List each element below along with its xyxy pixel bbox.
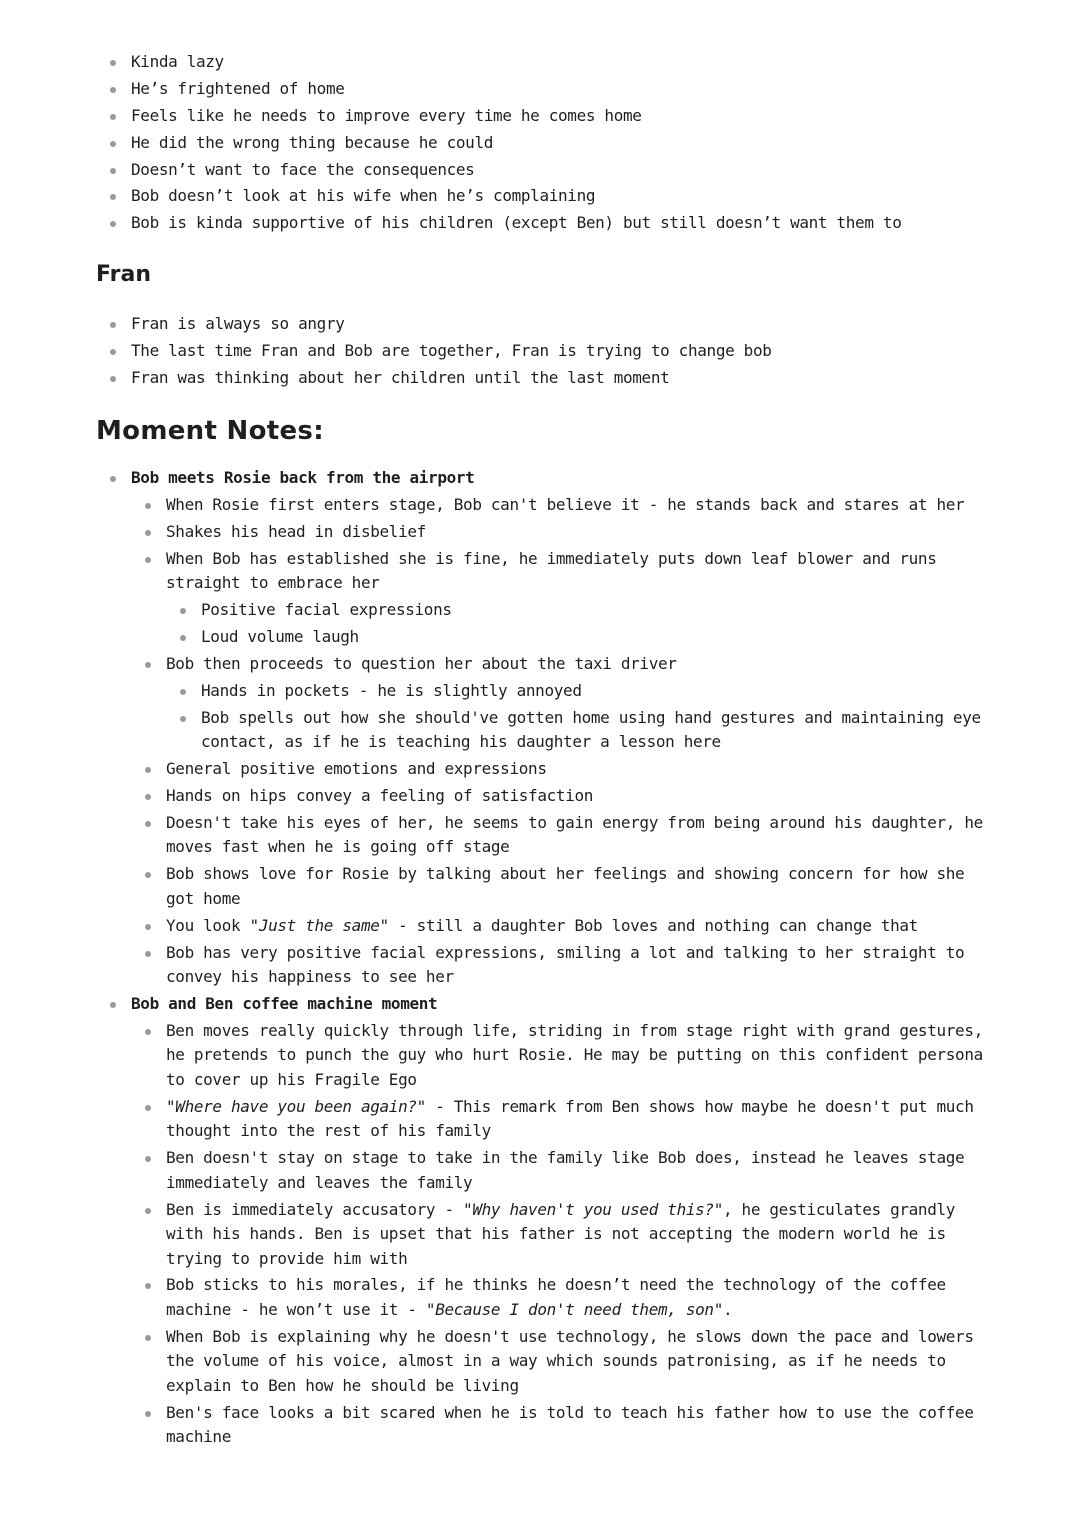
ben-notes-list [131, 1019, 996, 1450]
list-item: Bob has very positive facial expressions, smiling a lot and talking to her straight to convey his happiness to see her [131, 941, 996, 990]
list-item: Ben moves really quickly through life, striding in from stage right with grand gestures, he pretends to punch the guy who hurt Rosie. He may be putting on this confident persona to cover up his Fragile Ego [131, 1019, 996, 1093]
list-item: Bob is kinda supportive of his children (except Ben) but still doesn’t want them to [96, 211, 996, 236]
text-segment: You look [166, 915, 250, 935]
list-item: Hands on hips convey a feeling of satisfaction [131, 784, 996, 809]
moment-ben [96, 992, 996, 1450]
list-item: Ben's face looks a bit scared when he is told to teach his father how to use the coffee machine [131, 1401, 996, 1450]
list-item: Bob doesn’t look at his wife when he’s complaining [96, 184, 996, 209]
list-item: When Rosie first enters stage, Bob can't believe it - he stands back and stares at her [131, 493, 996, 518]
list-item: Hands in pockets - he is slightly annoyed [166, 679, 996, 704]
quote: Because I don't need them, son [435, 1299, 714, 1319]
text-segment: Ben is immediately accusatory - " [166, 1199, 473, 1219]
list-item [131, 1273, 996, 1322]
moment-notes-heading: Moment Notes: [96, 416, 324, 447]
embrace-sublist [166, 598, 996, 649]
list-item: Kinda lazy [96, 50, 996, 75]
list-item-text: When Bob has established she is fine, he immediately puts down leaf blower and runs straight to embrace her [166, 548, 937, 593]
moment-notes-list [96, 466, 996, 1450]
quote: "Where have you been again?" [166, 1096, 426, 1116]
taxi-sublist [166, 679, 996, 755]
fran-heading: Fran [96, 261, 151, 287]
bob-traits-list [96, 50, 996, 236]
document-page [96, 50, 996, 1452]
moment-title: Bob meets Rosie back from the airport [131, 468, 475, 488]
text-segment: ". [713, 1299, 733, 1319]
list-item: When Bob is explaining why he doesn't use technology, he slows down the pace and lowers the volume of his voice, almost in a way which sounds patronising, as if he needs to explain to Ben how he should be living [131, 1325, 996, 1399]
list-item: Fran was thinking about her children until the last moment [96, 366, 996, 391]
list-item: He did the wrong thing because he could [96, 131, 996, 156]
list-item [131, 1198, 996, 1272]
list-item-text: Bob then proceeds to question her about the taxi driver [166, 653, 677, 673]
list-item: Fran is always so angry [96, 312, 996, 337]
list-item: Loud volume laugh [166, 625, 996, 650]
text-segment: - This remark from Ben shows how maybe he doesn't put much thought into the rest of his family [166, 1096, 974, 1141]
moment-title: Bob and Ben coffee machine moment [131, 993, 438, 1013]
list-item: Ben doesn't stay on stage to take in the family like Bob does, instead he leaves stage immediately and leaves the family [131, 1146, 996, 1195]
list-item [131, 652, 996, 755]
list-item: Doesn’t want to face the consequences [96, 158, 996, 183]
list-item [131, 547, 996, 650]
list-item: Bob spells out how she should've gotten home using hand gestures and maintaining eye contact, as if he is teaching his daughter a lesson here [166, 706, 996, 755]
list-item [131, 1095, 996, 1144]
list-item: Positive facial expressions [166, 598, 996, 623]
list-item: Feels like he needs to improve every time he comes home [96, 104, 996, 129]
rosie-notes-list [131, 493, 996, 990]
quote: "Just the same" [249, 915, 389, 935]
text-segment: Bob sticks to his morales, if he thinks he doesn’t need the technology of the coffee machine - he won’t use it - " [166, 1275, 946, 1319]
list-item: Doesn't take his eyes of her, he seems to gain energy from being around his daughter, he moves fast when he is going off stage [131, 811, 996, 860]
list-item: Bob shows love for Rosie by talking about her feelings and showing concern for how she got home [131, 862, 996, 911]
list-item [131, 914, 996, 939]
list-item: The last time Fran and Bob are together, Fran is trying to change bob [96, 339, 996, 364]
list-item: He’s frightened of home [96, 77, 996, 102]
fran-list [96, 312, 996, 390]
quote: Why haven't you used this? [472, 1199, 714, 1219]
text-segment: ", he gesticulates grandly with his hands. Ben is upset that his father is not accepting the modern world he is trying to provide him with [166, 1199, 956, 1268]
text-segment: - still a daughter Bob loves and nothing can change that [388, 915, 918, 935]
moment-rosie [96, 466, 996, 989]
list-item: Shakes his head in disbelief [131, 520, 996, 545]
list-item: General positive emotions and expressions [131, 757, 996, 782]
